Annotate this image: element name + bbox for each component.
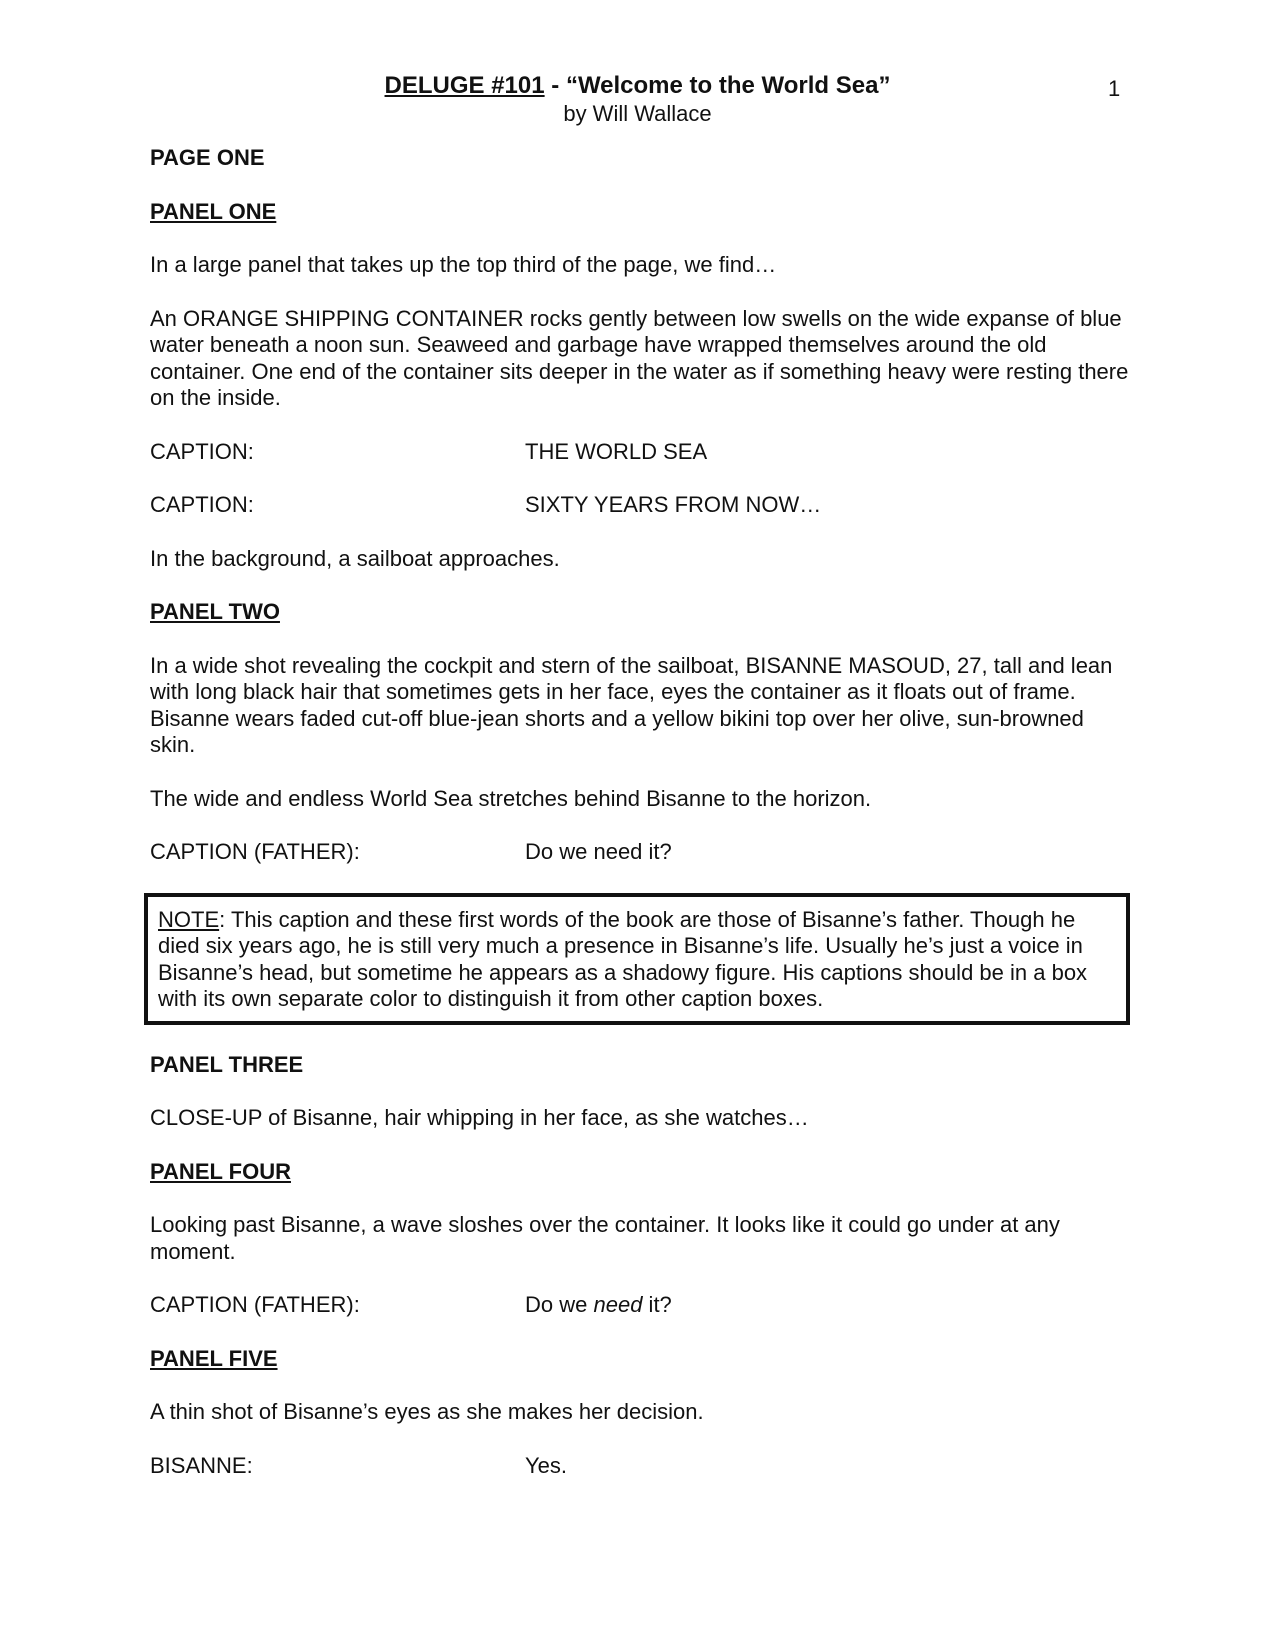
title-separator: - [544, 72, 566, 99]
panel-four-description: Looking past Bisanne, a wave sloshes over the container. It looks like it could go under at any moment. [150, 1212, 1060, 1264]
caption-line [150, 839, 1130, 866]
document-title [0, 72, 1275, 100]
caption-line [150, 1292, 1130, 1319]
page-number: 1 [1108, 76, 1121, 101]
panel-two-description: The wide and endless World Sea stretches behind Bisanne to the horizon. [150, 785, 872, 811]
panel-two-description: In a wide shot revealing the cockpit and stern of the sailboat, BISANNE MASOUD, 27, tall and lean with long black hair that sometimes gets in her face, eyes the container as it floats out of frame. Bisanne wears faded cut-off blue-jean shorts and a yellow bikini top over her olive, sun-browned skin. [150, 652, 1113, 757]
episode-title: “Welcome to the World Sea” [565, 72, 891, 99]
dialogue-line [150, 1453, 1130, 1480]
page-heading: PAGE ONE [150, 145, 265, 170]
note-box [144, 893, 1130, 1025]
panel-two-heading: PANEL TWO [150, 599, 280, 624]
caption-text [525, 1292, 672, 1319]
panel-one-description: An ORANGE SHIPPING CONTAINER rocks gently between low swells on the wide expanse of blue water beneath a noon sun. Seaweed and garbage have wrapped themselves around the old container. One end of the container sits deeper in the water as if something heavy were resting there on the inside. [150, 305, 1129, 410]
panel-four-heading: PANEL FOUR [150, 1158, 291, 1184]
series-title: DELUGE #101 [384, 72, 545, 99]
caption-text: THE WORLD SEA [525, 438, 708, 464]
caption-emphasis: need [593, 1292, 643, 1317]
note-text: : This caption and these first words of the book are those of Bisanne’s father. Though he died six years ago, he is still very much a presence in Bisanne’s life. Usually he’s just a voice in Bisanne’s head, but sometime he appears as a shadowy figure. His captions should be in a box with its own separate color to distinguish it from other caption boxes. [158, 906, 1088, 1011]
caption-speaker: CAPTION (FATHER): [150, 1292, 360, 1317]
panel-five-description: A thin shot of Bisanne’s eyes as she makes her decision. [150, 1399, 704, 1424]
caption-text-part: it? [642, 1292, 672, 1317]
caption-text: Do we need it? [525, 839, 672, 864]
caption-line [150, 439, 1130, 466]
panel-three-heading: PANEL THREE [150, 1051, 304, 1077]
caption-line [150, 492, 1130, 519]
panel-one-description: In a large panel that takes up the top third of the page, we find… [150, 252, 777, 277]
caption-speaker: CAPTION: [150, 492, 254, 517]
caption-text-part: Do we [525, 1292, 594, 1317]
panel-one-description: In the background, a sailboat approaches. [150, 545, 560, 571]
document-header [0, 72, 1275, 127]
dialogue-text: Yes. [525, 1452, 568, 1478]
caption-text: SIXTY YEARS FROM NOW… [525, 492, 822, 517]
dialogue-speaker: BISANNE: [150, 1452, 253, 1478]
byline: by Will Wallace [563, 101, 712, 126]
panel-three-description: CLOSE-UP of Bisanne, hair whipping in her face, as she watches… [150, 1105, 809, 1130]
caption-speaker: CAPTION (FATHER): [150, 839, 360, 864]
panel-five-heading: PANEL FIVE [150, 1345, 278, 1371]
caption-speaker: CAPTION: [150, 438, 254, 464]
script-body [150, 145, 1130, 1506]
note-label: NOTE [158, 906, 220, 932]
panel-one-heading: PANEL ONE [150, 198, 277, 224]
